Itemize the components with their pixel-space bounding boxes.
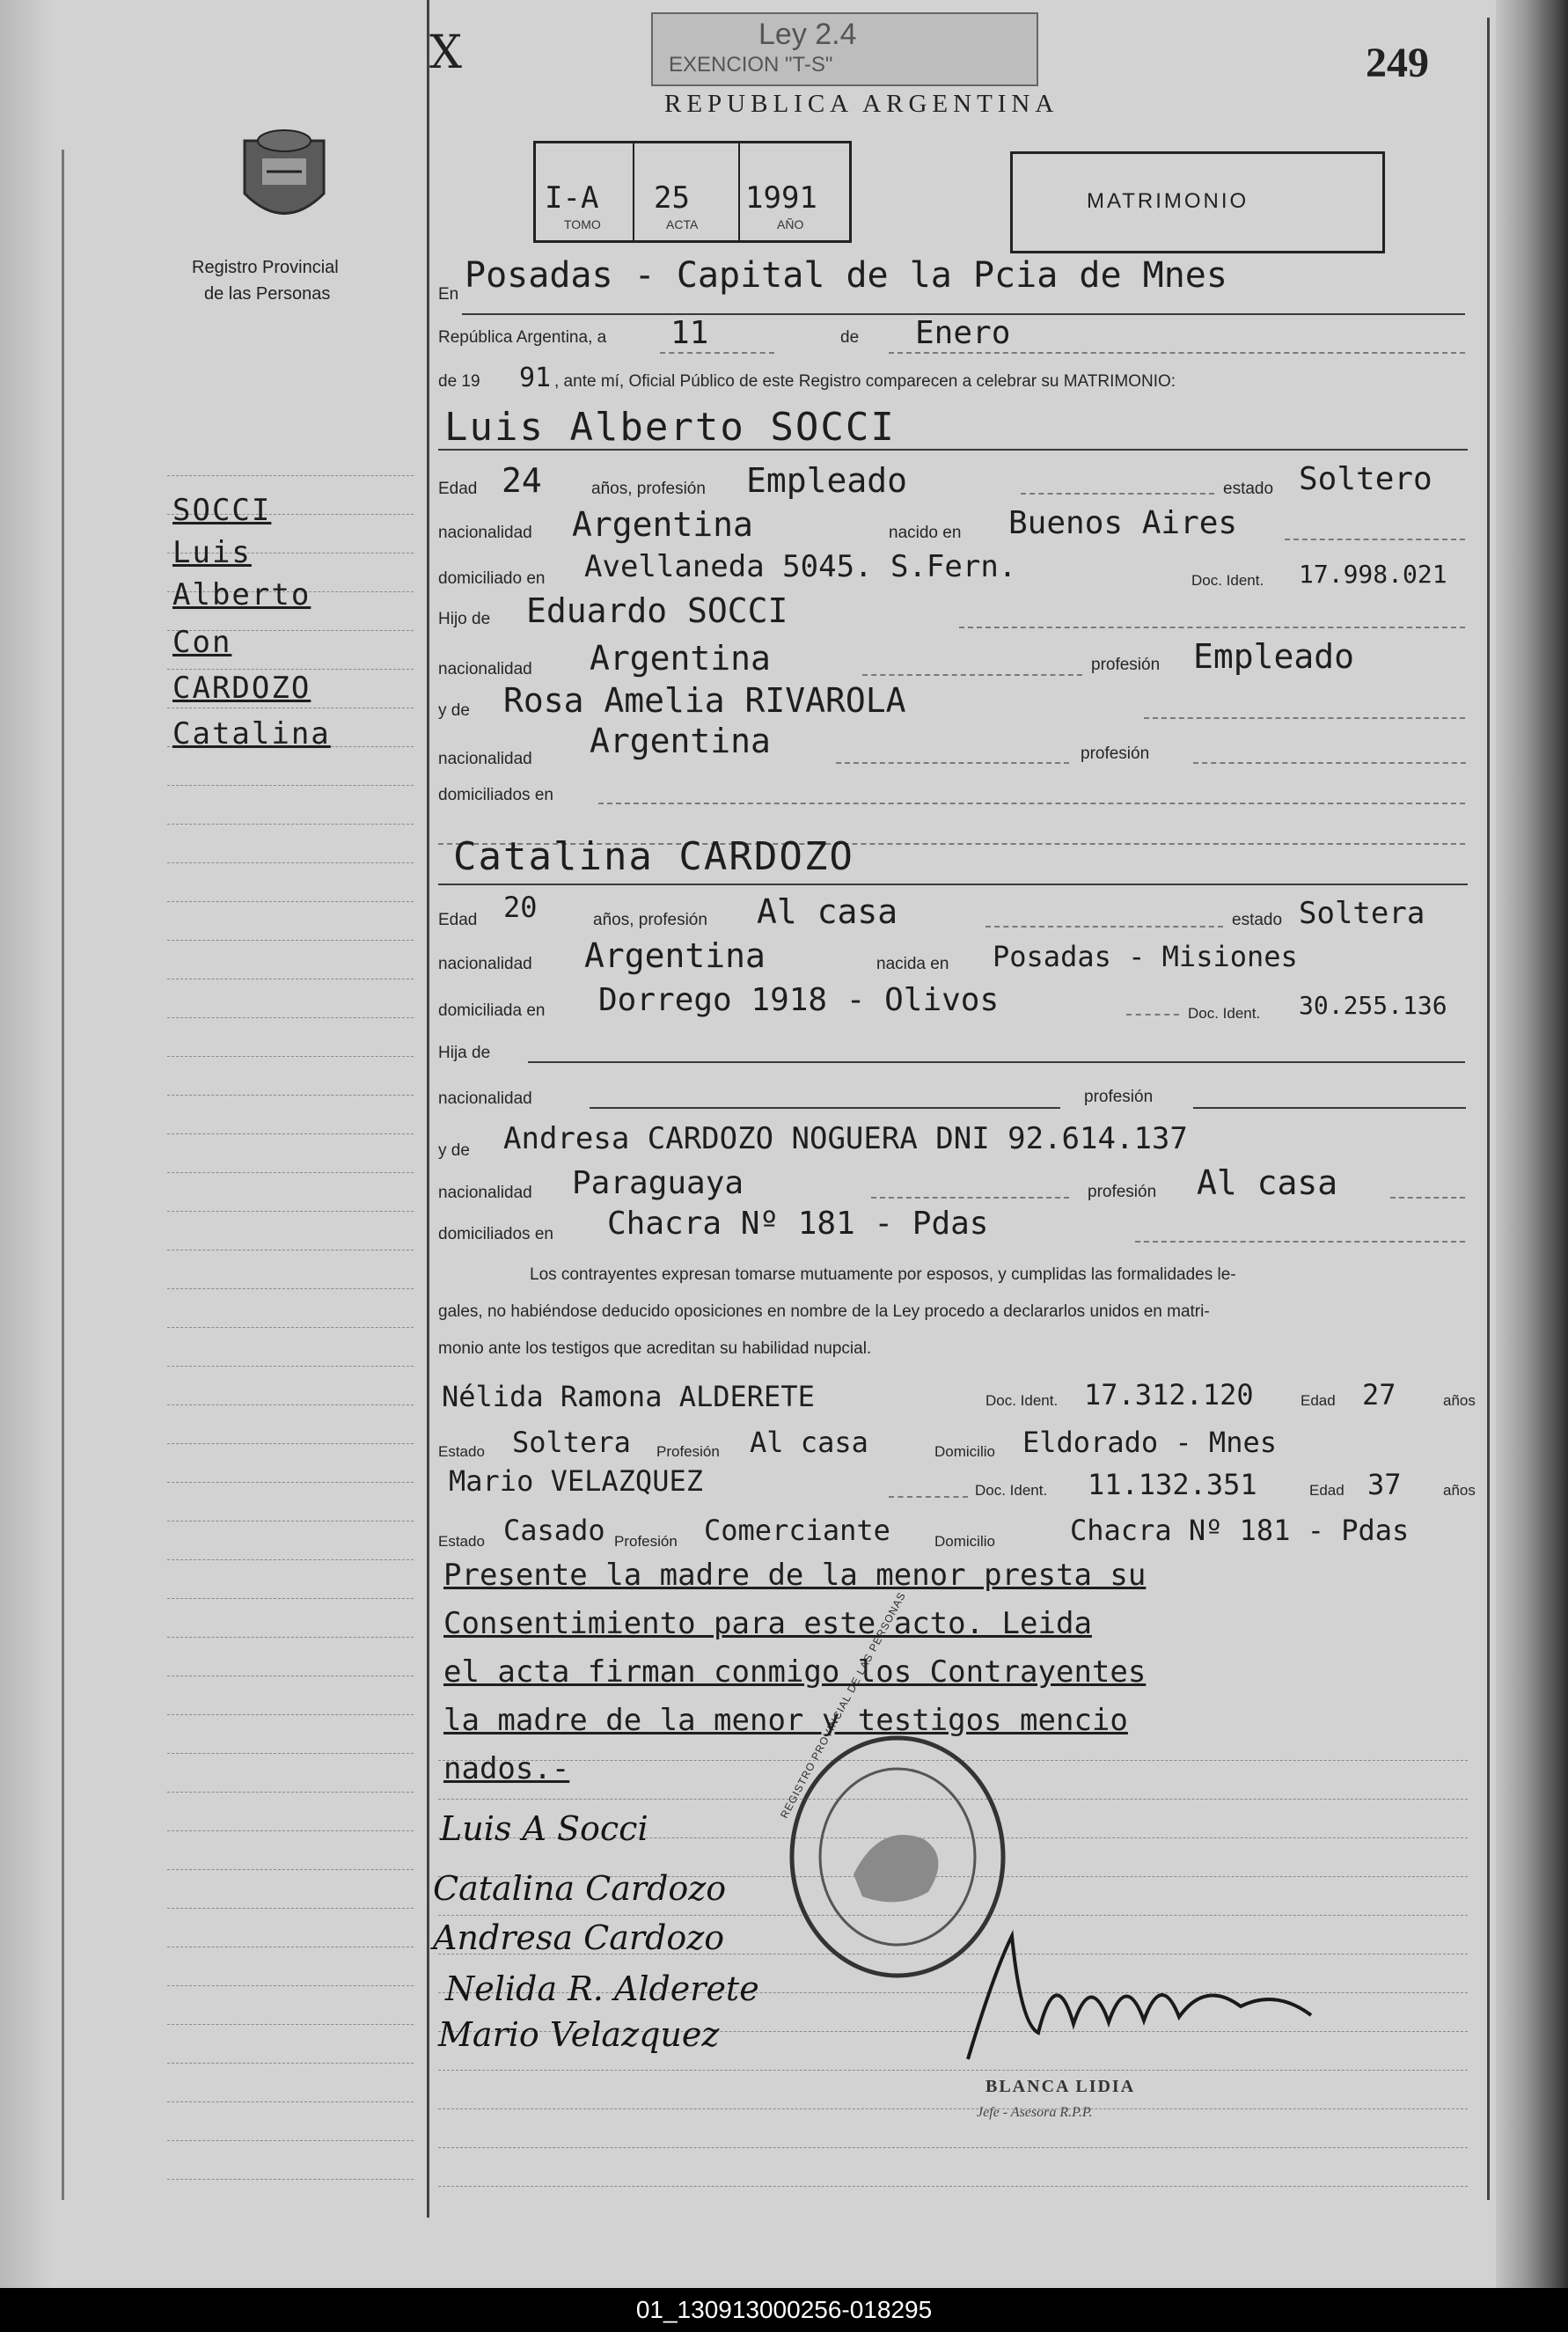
groom-birthplace: Buenos Aires [1008, 505, 1238, 541]
margin-name: Alberto [172, 577, 311, 612]
body-rule [438, 2108, 1468, 2109]
groom-status: Soltero [1299, 461, 1432, 497]
margin-rule [167, 2024, 414, 2025]
label-y-de: y de [438, 701, 470, 720]
label-domiciliados-en: domiciliados en [438, 786, 553, 804]
label-estado: estado [1223, 480, 1274, 498]
bride-address: Dorrego 1918 - Olivos [598, 982, 1000, 1018]
margin-rule [167, 1637, 414, 1638]
margin-rule [167, 785, 414, 786]
label-republica: República Argentina, a [438, 328, 607, 347]
label-edad: Edad [438, 480, 478, 498]
witness1-status: Soltera [512, 1426, 631, 1459]
year-suffix-value: 91 [519, 363, 552, 393]
label-profesion-bride-mother: profesión [1088, 1183, 1157, 1201]
label-estado-w2: Estado [438, 1533, 485, 1550]
bride-status: Soltera [1299, 896, 1425, 931]
groom-address: Avellaneda 5045. S.Fern. [584, 549, 1017, 584]
label-profesion-father: profesión [1091, 656, 1161, 674]
bride-mother-profession: Al casa [1197, 1163, 1338, 1202]
margin-rule [167, 1830, 414, 1831]
margin-rule [167, 1714, 414, 1715]
label-profesion-w1: Profesión [656, 1443, 720, 1460]
label-edad-w1: Edad [1301, 1392, 1336, 1409]
country-title: REPUBLICA ARGENTINA [664, 90, 1059, 118]
margin-rule [167, 1211, 414, 1212]
margin-rule [167, 1792, 414, 1793]
statement-line1: Los contrayentes expresan tomarse mutuamente por esposos, y cumplidas las formalidades le- [530, 1265, 1236, 1284]
bride-mother: Andresa CARDOZO NOGUERA DNI 92.614.137 [503, 1121, 1188, 1156]
label-doc-ident-w1: Doc. Ident. [985, 1392, 1059, 1409]
label-domiciliado-en: domiciliado en [438, 569, 546, 588]
label-anos-w1: años [1443, 1392, 1476, 1409]
record-number-box [533, 141, 852, 243]
label-nacionalidad-father: nacionalidad [438, 660, 532, 678]
margin-rule [167, 2179, 414, 2180]
margin-rule [167, 824, 414, 825]
witness1-profession: Al casa [750, 1426, 868, 1459]
label-nacionalidad-bride-mother: nacionalidad [438, 1184, 532, 1202]
tomo-value: I-A [545, 180, 599, 216]
margin-rule [167, 669, 414, 670]
margin-name: SOCCI [172, 493, 272, 528]
witness1-age: 27 [1362, 1378, 1396, 1412]
margin-rule [167, 1327, 414, 1328]
groom-father-nationality: Argentina [590, 639, 771, 678]
label-edad-w2: Edad [1309, 1482, 1345, 1499]
margin-rule [167, 862, 414, 863]
groom-age: 24 [502, 461, 542, 500]
acta-value: 25 [654, 180, 690, 216]
note-line: nados.- [443, 1751, 570, 1786]
label-doc-ident-bride: Doc. Ident. [1188, 1005, 1261, 1022]
margin-rule [167, 2063, 414, 2064]
body-border-right [1487, 18, 1490, 2200]
label-en: En [438, 285, 459, 304]
margin-name: Luis [172, 535, 252, 570]
margin-border-left [62, 150, 64, 2200]
groom-mother: Rosa Amelia RIVAROLA [503, 681, 906, 720]
margin-rule [167, 1017, 414, 1018]
place-value: Posadas - Capital de la Pcia de Mnes [465, 255, 1227, 296]
bride-doc: 30.255.136 [1299, 991, 1447, 1020]
margin-rule [167, 1521, 414, 1522]
registry-line2: de las Personas [204, 284, 331, 304]
label-nacida-en: nacida en [876, 955, 949, 973]
margin-rule [167, 1288, 414, 1289]
witness1-doc: 17.312.120 [1084, 1378, 1254, 1412]
margin-border-right [427, 0, 429, 2218]
ley-stamp [651, 12, 1038, 86]
day-value: 11 [670, 315, 709, 351]
label-estado-bride: estado [1232, 911, 1283, 929]
body-rule [438, 2186, 1468, 2187]
label-hija-de: Hija de [438, 1044, 491, 1062]
groom-name: Luis Alberto SOCCI [444, 405, 896, 450]
provincial-emblem-icon [236, 123, 333, 238]
label-anos-profesion-bride: años, profesión [593, 911, 707, 929]
bride-profession: Al casa [757, 892, 898, 931]
statement-line3: monio ante los testigos que acreditan su habilidad nupcial. [438, 1339, 872, 1358]
anio-label: AÑO [777, 217, 804, 231]
witness2-age: 37 [1367, 1468, 1402, 1501]
margin-rule [167, 475, 414, 476]
groom-mother-nationality: Argentina [590, 722, 771, 760]
signature: Andresa Cardozo [433, 1918, 725, 1957]
tomo-label: TOMO [564, 217, 601, 231]
note-line: la madre de la menor y testigos mencio [443, 1703, 1128, 1738]
label-profesion-mother: profesión [1081, 744, 1150, 763]
margin-rule [167, 1056, 414, 1057]
acta-label: ACTA [666, 217, 699, 231]
doc-type-title: MATRIMONIO [1087, 189, 1249, 213]
label-doc-ident: Doc. Ident. [1191, 572, 1264, 589]
label-estado-w1: Estado [438, 1443, 485, 1460]
margin-rule [167, 1559, 414, 1560]
margin-rule [167, 1133, 414, 1134]
official-signature [959, 1918, 1329, 2077]
stamp-top-text: Ley 2.4 [758, 18, 857, 51]
margin-rule [167, 1172, 414, 1173]
margin-rule [167, 1598, 414, 1599]
margin-rule [167, 940, 414, 941]
label-edad-bride: Edad [438, 911, 478, 929]
groom-doc: 17.998.021 [1299, 560, 1447, 589]
witness2-address: Chacra Nº 181 - Pdas [1070, 1514, 1410, 1547]
body-rule [438, 2147, 1468, 2148]
label-y-de-bride: y de [438, 1141, 470, 1160]
month-value: Enero [915, 315, 1011, 351]
signature: Catalina Cardozo [433, 1869, 727, 1908]
registry-line1: Registro Provincial [192, 258, 339, 277]
signature: Mario Velazquez [438, 2015, 720, 2054]
label-doc-ident-w2: Doc. Ident. [975, 1482, 1048, 1499]
official-name: BLANCA LIDIA [985, 2077, 1136, 2096]
witness2-doc: 11.132.351 [1088, 1468, 1257, 1501]
margin-rule [167, 1869, 414, 1870]
label-nacionalidad-mother: nacionalidad [438, 750, 532, 768]
margin-rule [167, 2140, 414, 2141]
margin-rule [167, 1404, 414, 1405]
label-anos-w2: años [1443, 1482, 1476, 1499]
label-domicilio-w2: Domicilio [934, 1533, 995, 1550]
groom-father: Eduardo SOCCI [526, 591, 788, 630]
label-profesion-bride-father: profesión [1084, 1088, 1154, 1106]
margin-name: Con [172, 625, 232, 660]
bride-name: Catalina CARDOZO [453, 834, 854, 879]
witness2-profession: Comerciante [704, 1514, 890, 1547]
note-line: Presente la madre de la menor presta su [443, 1558, 1147, 1593]
label-year-prefix: de 19 [438, 372, 480, 391]
margin-rule [167, 1366, 414, 1367]
groom-profession: Empleado [746, 461, 908, 500]
bride-mother-nationality: Paraguaya [572, 1165, 744, 1201]
official-title: Jefe - Asesora R.P.P. [977, 2105, 1093, 2120]
margin-mark: X [429, 26, 463, 79]
signature: Luis A Socci [440, 1809, 648, 1848]
witness1-name: Nélida Ramona ALDERETE [442, 1380, 815, 1413]
label-hijo-de: Hijo de [438, 610, 491, 628]
label-profesion-w2: Profesión [614, 1533, 678, 1550]
margin-name: CARDOZO [172, 671, 311, 706]
label-domiciliada-en: domiciliada en [438, 1001, 546, 1020]
note-line: el acta firman conmigo los Contrayentes [443, 1654, 1147, 1690]
margin-rule [167, 1482, 414, 1483]
margin-rule [167, 1908, 414, 1909]
anio-value: 1991 [745, 180, 817, 216]
margin-rule [167, 1443, 414, 1444]
signature: Nelida R. Alderete [445, 1969, 759, 2008]
bride-birthplace: Posadas - Misiones [993, 940, 1298, 973]
image-id-footer: 01_130913000256-018295 [0, 2288, 1568, 2332]
label-domiciliados-en-bride: domiciliados en [438, 1225, 553, 1243]
witness2-name: Mario VELAZQUEZ [449, 1464, 703, 1498]
bride-parents-address: Chacra Nº 181 - Pdas [607, 1206, 989, 1242]
seal-text: REGISTRO PROVINCIAL DE LAS PERSONAS [778, 1589, 909, 1821]
margin-name: Catalina [172, 716, 331, 752]
margin-rule [167, 1985, 414, 1986]
binding-edge [0, 0, 53, 2288]
witness2-status: Casado [503, 1514, 605, 1547]
label-nacionalidad-bride: nacionalidad [438, 955, 532, 973]
label-nacionalidad: nacionalidad [438, 524, 532, 542]
margin-rule [167, 1753, 414, 1754]
bride-nationality: Argentina [584, 936, 766, 975]
bride-age: 20 [503, 891, 538, 924]
groom-nationality: Argentina [572, 505, 753, 544]
statement-line2: gales, no habiéndose deducido oposiciones en nombre de la Ley procedo a declararlos unidos en matri- [438, 1302, 1210, 1321]
label-de: de [840, 328, 860, 347]
groom-father-profession: Empleado [1193, 637, 1355, 676]
book-edge [1496, 0, 1568, 2288]
margin-rule [167, 1095, 414, 1096]
note-line: Consentimiento para este acto. Leida [443, 1606, 1092, 1641]
label-anos-profesion: años, profesión [591, 480, 706, 498]
label-domicilio-w1: Domicilio [934, 1443, 995, 1460]
label-nacionalidad-bride-father: nacionalidad [438, 1089, 532, 1108]
stamp-bottom-text: EXENCION "T-S" [669, 53, 833, 77]
doc-type-box [1010, 151, 1385, 253]
label-ante: , ante mí, Oficial Público de este Registro comparecen a celebrar su MATRIMONIO: [554, 372, 1176, 391]
margin-rule [167, 2101, 414, 2102]
label-nacido-en: nacido en [889, 524, 962, 542]
witness1-address: Eldorado - Mnes [1022, 1426, 1277, 1459]
margin-rule [167, 901, 414, 902]
page-number: 249 [1366, 40, 1429, 86]
